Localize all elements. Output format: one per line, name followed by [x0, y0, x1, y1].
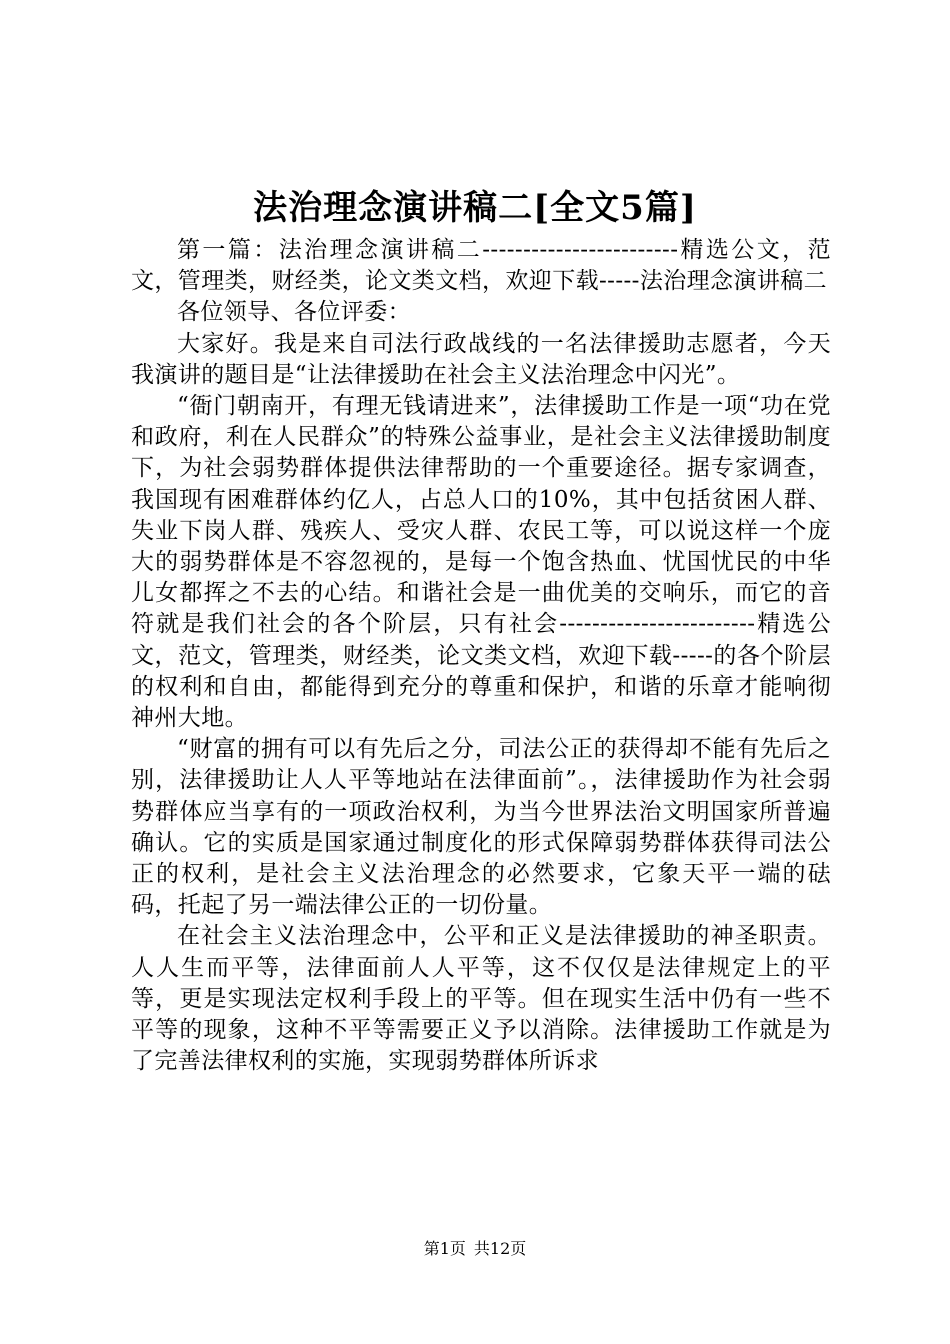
- paragraph-intro: 第一篇：法治理念演讲稿二------------------------精选公文，范文，管理类，财经类，论文类文档，欢迎下载-----法治理念演讲稿二: [131, 237, 831, 295]
- paragraph-salutation: 各位领导、各位评委：: [177, 299, 411, 326]
- page-footer: [0, 1238, 950, 1260]
- paragraph-greeting: 大家好。我是来自司法行政战线的一名法律援助志愿者，今天我演讲的题目是“让法律援助在社会主义法治理念中闪光”。: [131, 330, 831, 388]
- document-body: [131, 235, 831, 1077]
- page-total: 共12页: [473, 1239, 527, 1258]
- page-number: 第1页: [423, 1239, 466, 1258]
- paragraph-body-1: “衙门朝南开，有理无钱请进来”，法律援助工作是一项“功在党和政府，利在人民群众”的特殊公益事业，是社会主义法律援助制度下，为社会弱势群体提供法律帮助的一个重要途径。据专家调查，我国现有困难群体约亿人，占总人口的10%，其中包括贫困人群、失业下岗人群、残疾人、受灾人群、农民工等，可以说这样一个庞大的弱势群体是不容忽视的，是每一个饱含热血、忧国忧民的中华儿女都挥之不去的心结。和谐社会是一曲优美的交响乐，而它的音符就是我们社会的各个阶层，只有社会------------------------精选公文，范文，管理类，财经类，论文类文档，欢迎下载-----的各个阶层的权利和自由，都能得到充分的尊重和保护，和谐的乐章才能响彻神州大地。: [131, 393, 831, 732]
- paragraph-body-3: 在社会主义法治理念中，公平和正义是法律援助的神圣职责。人人生而平等，法律面前人人平等，这不仅仅是法律规定上的平等，更是实现法定权利手段上的平等。但在现实生活中仍有一些不平等的现象，这种不平等需要正义予以消除。法律援助工作就是为了完善法律权利的实施，实现弱势群体所诉求: [131, 923, 831, 1075]
- paragraph-body-2: “财富的拥有可以有先后之分，司法公正的获得却不能有先后之别，法律援助让人人平等地站在法律面前”。，法律援助作为社会弱势群体应当享有的一项政治权利，为当今世界法治文明国家所普遍确认。它的实质是国家通过制度化的形式保障弱势群体获得司法公正的权利，是社会主义法治理念的必然要求，它象天平一端的砝码，托起了另一端法律公正的一切份量。: [131, 736, 831, 919]
- document-title: 法治理念演讲稿二[全文5篇]: [253, 188, 697, 228]
